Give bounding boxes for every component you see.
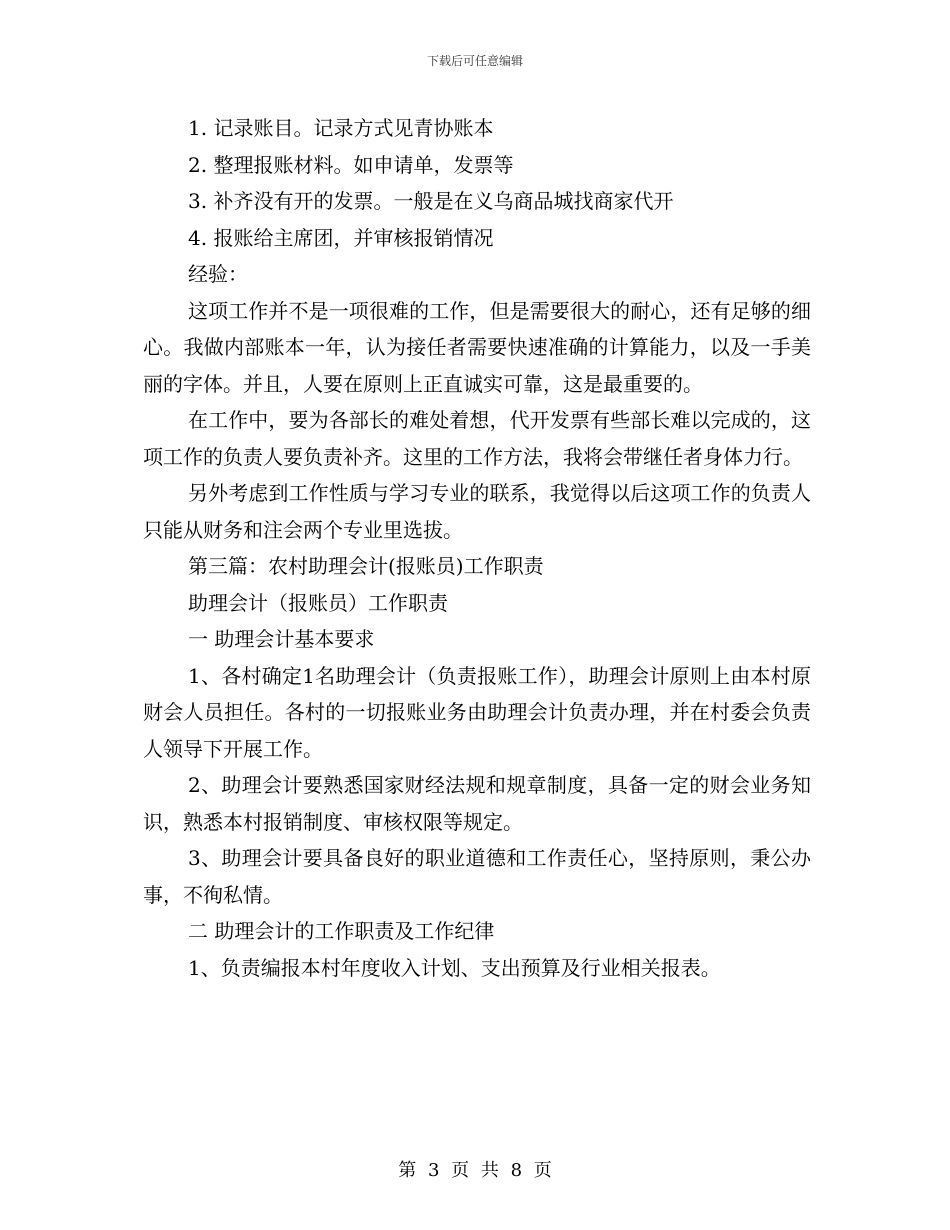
paragraph: 1、各村确定1名助理会计（负责报账工作），助理会计原则上由本村原财会人员担任。各村的一切报账业务由助理会计负责办理，并在村委会负责人领导下开展工作。	[143, 663, 811, 761]
section-subheading: 一 助理会计基本要求	[188, 627, 375, 651]
paragraph: 2. 整理报账材料。如申请单，发票等	[188, 152, 514, 177]
paragraph: 这项工作并不是一项很难的工作，但是需要很大的耐心，还有足够的细心。我做内部账本一年，认为接任者需要快速准确的计算能力，以及一手美丽的字体。并且，人要在原则上正直诚实可靠，这是最重要的。	[143, 298, 811, 396]
document-body	[143, 110, 811, 986]
section-subheading: 二 助理会计的工作职责及工作纪律	[188, 919, 495, 943]
paragraph: 1、负责编报本村年度收入计划、支出预算及行业相关报表。	[188, 955, 721, 980]
paragraph: 2、助理会计要熟悉国家财经法规和规章制度，具备一定的财会业务知识，熟悉本村报销制度、审核权限等规定。	[143, 773, 811, 834]
paragraph: 3、助理会计要具备良好的职业道德和工作责任心，坚持原则，秉公办事，不徇私情。	[143, 846, 811, 907]
paragraph: 经验：	[188, 262, 248, 286]
paragraph: 1. 记录账目。记录方式见青协账本	[188, 116, 494, 140]
page-header: 下载后可任意编辑	[426, 54, 523, 68]
page-footer: 第 3 页 共 8 页	[398, 1160, 552, 1181]
section-heading: 第三篇：农村助理会计(报账员)工作职责	[188, 554, 544, 578]
paragraph: 4. 报账给主席团，并审核报销情况	[188, 225, 494, 250]
section-subheading: 助理会计（报账员）工作职责	[188, 590, 448, 615]
paragraph: 另外考虑到工作性质与学习专业的联系，我觉得以后这项工作的负责人只能从财务和注会两个专业里选拔。	[143, 481, 811, 542]
paragraph: 3. 补齐没有开的发票。一般是在义乌商品城找商家代开	[188, 189, 674, 213]
paragraph: 在工作中，要为各部长的难处着想，代开发票有些部长难以完成的，这项工作的负责人要负责补齐。这里的工作方法，我将会带继任者身体力行。	[143, 408, 811, 469]
